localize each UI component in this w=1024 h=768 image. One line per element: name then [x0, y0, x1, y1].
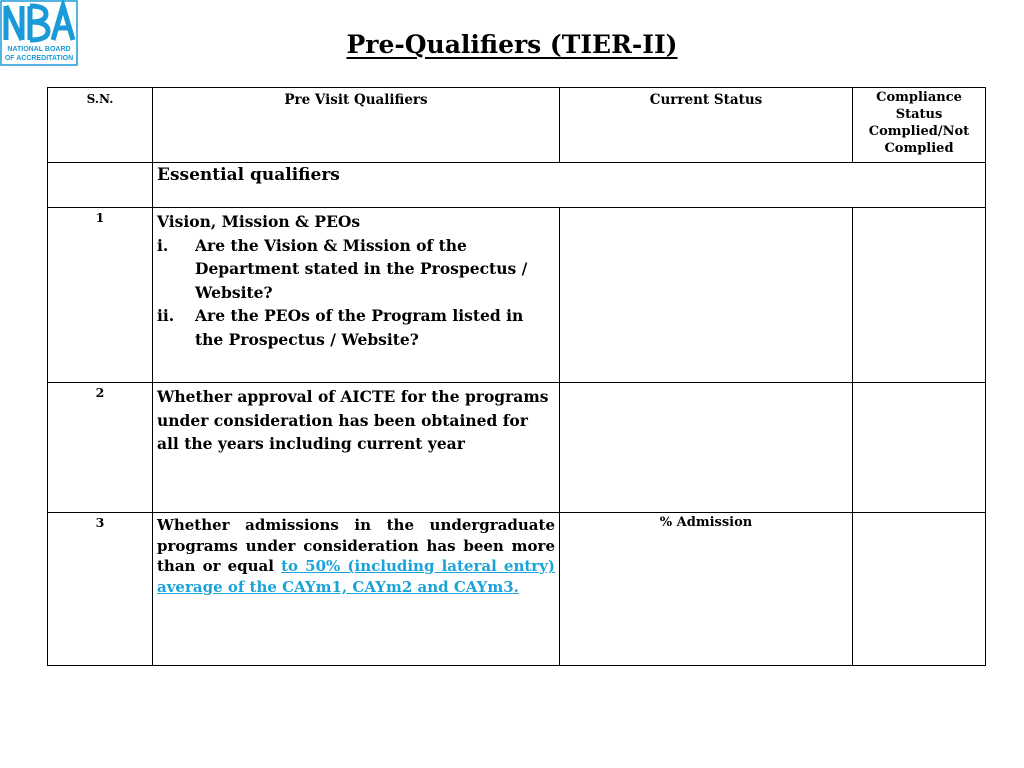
row-sn: 3 — [48, 513, 153, 666]
header-compliance-line: Compliance — [876, 90, 962, 105]
criterion-link[interactable]: to 50% (including lateral entry) average of the CAYm1, CAYm2 and CAYm3. — [157, 557, 555, 596]
criterion-text: Whether admissions in the undergraduate programs under consideration has been more than or equal — [157, 516, 555, 575]
header-compliance-line: Complied — [884, 141, 954, 156]
row-sn: 2 — [48, 383, 153, 513]
list-item-text: Are the PEOs of the Program listed in the Prospectus / Website? — [195, 306, 524, 349]
section-title: Essential qualifiers — [153, 163, 986, 208]
row-status — [560, 208, 853, 383]
list-item — [157, 304, 555, 351]
header-qualifier: Pre Visit Qualifiers — [153, 88, 560, 163]
svg-text:NATIONAL BOARD: NATIONAL BOARD — [7, 46, 71, 53]
page-title: Pre-Qualifiers (TIER-II) — [346, 30, 678, 59]
criterion-heading: Vision, Mission & PEOs — [157, 212, 361, 231]
header-compliance — [853, 88, 986, 163]
row-criterion — [153, 208, 560, 383]
header-compliance-line: Complied/Not — [868, 124, 970, 139]
row-status: % Admission — [560, 513, 853, 666]
list-item-text: Are the Vision & Mission of the Department stated in the Prospectus / Website? — [195, 235, 528, 302]
section-row — [48, 163, 986, 208]
section-sn-cell — [48, 163, 153, 208]
header-sn: S.N. — [48, 88, 153, 163]
table-row — [48, 383, 986, 513]
header-row — [48, 88, 986, 163]
table-row — [48, 208, 986, 383]
list-item-number: i. — [157, 235, 169, 255]
header-compliance-line: Status — [895, 107, 943, 122]
row-status — [560, 383, 853, 513]
row-compliance — [853, 513, 986, 666]
table-row — [48, 513, 986, 666]
pre-qualifiers-table — [47, 87, 986, 666]
list-item — [157, 234, 555, 305]
list-item-number: ii. — [157, 306, 175, 325]
row-compliance — [853, 208, 986, 383]
svg-text:OF ACCREDITATION: OF ACCREDITATION — [4, 55, 74, 62]
header-status: Current Status — [560, 88, 853, 163]
row-criterion — [153, 513, 560, 666]
row-compliance — [853, 383, 986, 513]
criterion-list — [157, 234, 555, 352]
row-criterion: Whether approval of AICTE for the programs under consideration has been obtained for all the years including current year — [153, 383, 560, 513]
row-sn: 1 — [48, 208, 153, 383]
